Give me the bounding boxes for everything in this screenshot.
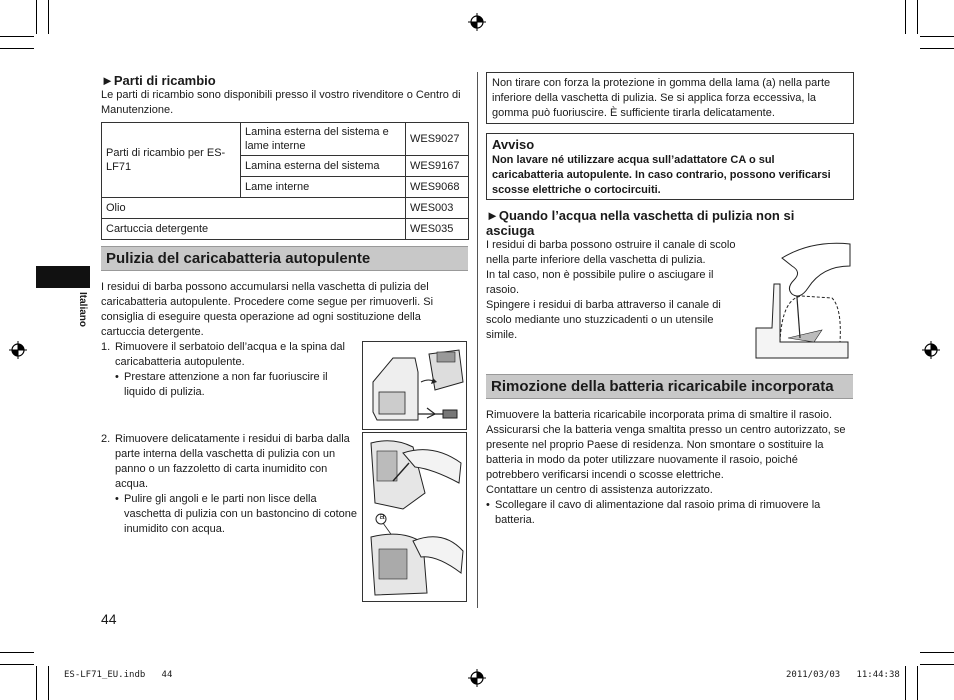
page-number: 44 bbox=[101, 611, 117, 627]
note-text: Non tirare con forza la protezione in gomma della lama (a) nella parte inferiore della vaschetta di pulizia. Se si applica forza eccessiva, la gomma può fuoriuscire. È sufficiente tirarla delicatamente. bbox=[492, 77, 831, 119]
table-cell: Olio bbox=[102, 198, 406, 219]
crop-mark bbox=[920, 664, 954, 665]
step-number: 1. bbox=[101, 341, 111, 353]
crop-mark bbox=[36, 0, 37, 34]
table-cell: WES003 bbox=[406, 198, 469, 219]
registration-mark-icon bbox=[468, 13, 486, 31]
crop-mark bbox=[0, 664, 34, 665]
crop-mark bbox=[48, 666, 49, 700]
warning-title: Avviso bbox=[492, 137, 535, 152]
step-2: 2. Rimuovere delicatamente i residui di barba dalla parte interna della vaschetta di pulizia con un panno o un fazzoletto di carta inumidito con acqua. • Pulire gli angoli e le parti non lisce della vaschetta di pulizia con un bastoncino di cotone inumidito con acqua. bbox=[101, 433, 357, 535]
step-bullet: Pulire gli angoli e le parti non lisce della vaschetta di pulizia con un bastoncino di cotone inumidito con acqua. bbox=[124, 493, 357, 535]
column-divider bbox=[477, 72, 478, 608]
table-cell: Lame interne bbox=[241, 177, 406, 198]
crop-mark bbox=[920, 36, 954, 37]
crop-mark bbox=[0, 652, 34, 653]
charger-removal-illustration bbox=[362, 341, 467, 430]
table-cell: WES9027 bbox=[406, 123, 469, 156]
crop-mark bbox=[0, 48, 34, 49]
battery-text: Contattare un centro di assistenza autorizzato. bbox=[486, 484, 713, 496]
table-row bbox=[102, 219, 469, 240]
spare-parts-heading: ►Parti di ricambio bbox=[101, 73, 216, 88]
water-text: In tal caso, non è possibile pulire o asciugare il rasoio. bbox=[486, 269, 714, 296]
language-label: Italiano bbox=[77, 292, 88, 328]
section-title-cleaning: Pulizia del caricabatteria autopulente bbox=[101, 246, 468, 271]
table-cell: WES9068 bbox=[406, 177, 469, 198]
table-cell: Parti di ricambio per ES-LF71 bbox=[102, 123, 241, 198]
table-cell: Lamina esterna del sistema e lame interne bbox=[241, 123, 406, 156]
crop-mark bbox=[917, 666, 918, 700]
battery-paragraph: Rimuovere la batteria ricaricabile incorporata prima di smaltire il rasoio. Assicurarsi che la batteria venga smaltita presso un centro autorizzato, se presente nel proprio Paese di residenza. Non smontare o sostituire la batteria in modo da poter utilizzare nuovamente il rasoio, poiché potrebbero verificarsi incendi o scosse elettriche. Contattare un centro di assistenza autorizzato. • Scollegare il cavo di alimentazione dal rasoio prima di rimuovere la batteria. bbox=[486, 408, 854, 528]
crop-mark bbox=[48, 0, 49, 34]
step-text: Rimuovere delicatamente i residui di barba dalla parte interna della vaschetta di pulizia con un panno o un fazzoletto di carta inumidito con acqua. bbox=[115, 433, 350, 490]
step-text: Rimuovere il serbatoio dell’acqua e la spina dal caricabatteria autopulente. bbox=[115, 341, 345, 368]
crop-mark bbox=[920, 652, 954, 653]
crop-mark bbox=[917, 0, 918, 34]
left-column bbox=[101, 73, 471, 240]
step-bullet: Prestare attenzione a non far fuoriuscire il liquido di pulizia. bbox=[124, 371, 328, 398]
registration-mark-icon bbox=[922, 341, 940, 359]
table-cell: Cartuccia detergente bbox=[102, 219, 406, 240]
warning-text: Non lavare né utilizzare acqua sull’adattatore CA o sul caricabatteria autopulente. In caso contrario, possono verificarsi scosse elettriche o cortocircuiti. bbox=[492, 154, 831, 196]
step-1: 1. Rimuovere il serbatoio dell’acqua e la spina dal caricabatteria autopulente. • Prestare attenzione a non far fuoriuscire il liquido di pulizia. bbox=[101, 340, 355, 400]
crop-mark bbox=[36, 666, 37, 700]
water-text: Spingere i residui di barba attraverso il canale di scolo mediante uno stuzzicadenti o un utensile simile. bbox=[486, 299, 721, 341]
table-cell: WES035 bbox=[406, 219, 469, 240]
table-row bbox=[102, 198, 469, 219]
water-heading bbox=[486, 208, 826, 238]
spare-parts-text: Le parti di ricambio sono disponibili presso il vostro rivenditore o Centro di Manutenzione. bbox=[101, 89, 461, 116]
registration-mark-icon bbox=[468, 669, 486, 687]
table-cell: WES9167 bbox=[406, 156, 469, 177]
cleaning-intro: I residui di barba possono accumularsi nella vaschetta di pulizia del caricabatteria autopulente. Procedere come segue per rimuoverli. Si consiglia di eseguire questa operazione ad ogni sostituzione della cartuccia detergente. bbox=[101, 281, 434, 338]
water-heading-text: ►Quando l’acqua nella vaschetta di pulizia non si asciuga bbox=[486, 208, 795, 238]
table-row bbox=[102, 123, 469, 156]
water-paragraph bbox=[486, 238, 744, 343]
battery-bullet: Scollegare il cavo di alimentazione dal rasoio prima di rimuovere la batteria. bbox=[495, 499, 821, 526]
crop-mark bbox=[920, 48, 954, 49]
language-tab bbox=[36, 266, 90, 288]
step-number: 2. bbox=[101, 433, 111, 445]
table-cell: Lamina esterna del sistema bbox=[241, 156, 406, 177]
footer-date: 2011/03/03 11:44:38 bbox=[786, 670, 900, 680]
spare-parts-table bbox=[101, 122, 469, 240]
battery-text: Rimuovere la batteria ricaricabile incorporata prima di smaltire il rasoio. Assicurarsi che la batteria venga smaltita presso un centro autorizzato, se presente nel proprio Paese di residenza. Non smontare o sostituire la batteria in modo da poter utilizzare nuovamente il rasoio, poiché potrebbero verificarsi incendi o scosse elettriche. bbox=[486, 409, 846, 481]
crop-mark bbox=[905, 0, 906, 34]
crop-mark bbox=[0, 36, 34, 37]
callout-label: a bbox=[379, 511, 385, 521]
note-box bbox=[486, 72, 854, 124]
crop-mark bbox=[905, 666, 906, 700]
warning-box bbox=[486, 133, 854, 200]
water-text: I residui di barba possono ostruire il canale di scolo nella parte inferiore della vaschetta di pulizia. bbox=[486, 239, 736, 266]
toothpick-drain-illustration bbox=[752, 238, 852, 362]
charger-drawing-icon bbox=[363, 342, 466, 429]
section-title-battery: Rimozione della batteria ricaricabile incorporata bbox=[486, 374, 853, 399]
registration-mark-icon bbox=[9, 341, 27, 359]
footer-file: ES-LF71_EU.indb 44 bbox=[64, 670, 173, 680]
